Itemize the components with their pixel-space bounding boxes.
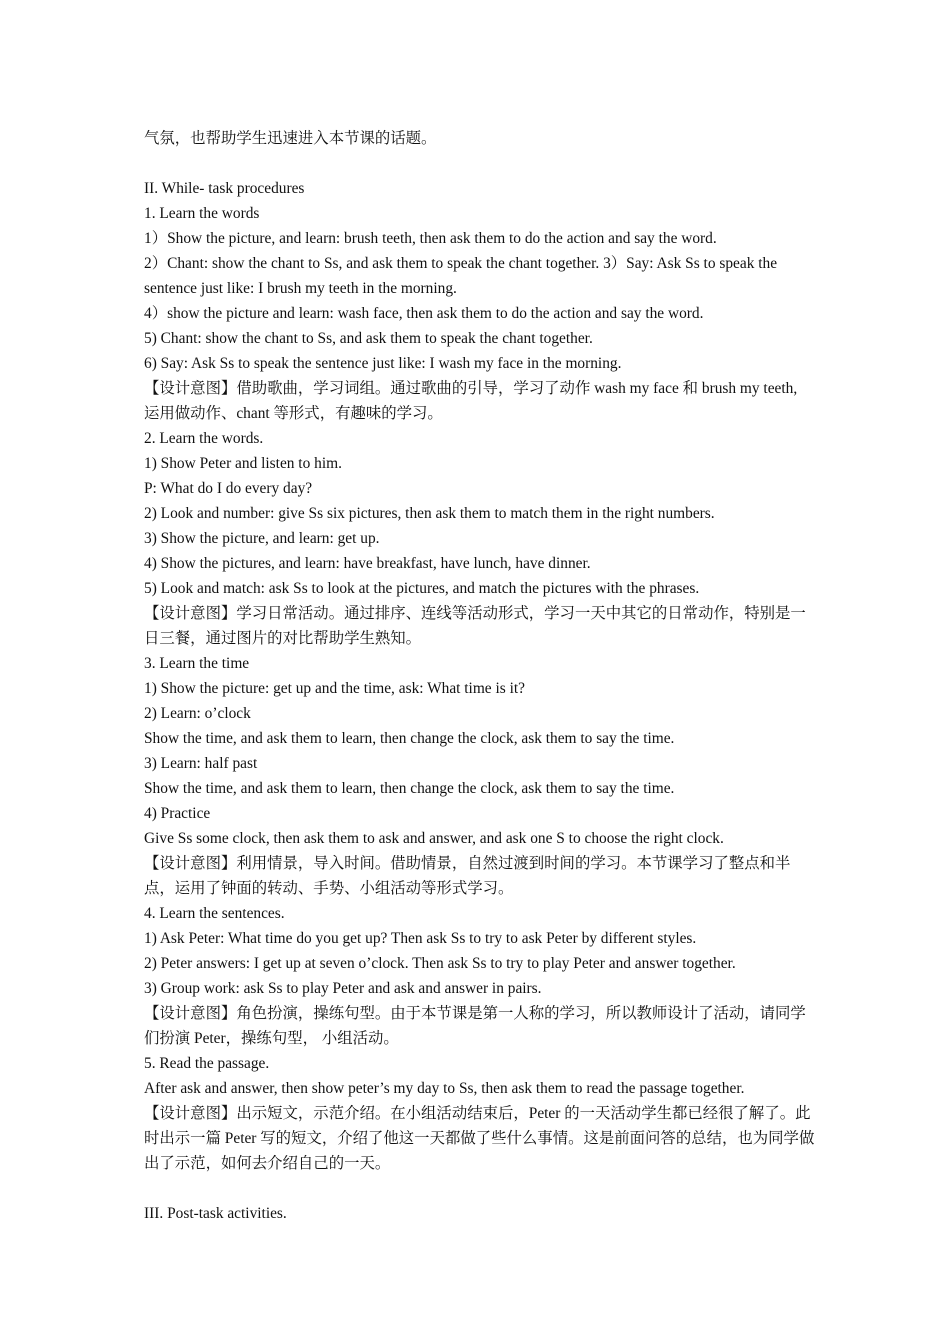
text-line: 2) Peter answers: I get up at seven o’clock. Then ask Ss to try to play Peter and answer together. xyxy=(144,955,736,972)
subsection-heading: 5. Read the passage. xyxy=(144,1055,270,1072)
text-line: Show the time, and ask them to learn, then change the clock, ask them to say the time. xyxy=(144,730,675,747)
text-line: 2) Look and number: give Ss six pictures, then ask them to match them in the right numbers. xyxy=(144,505,715,522)
text-line: 3) Group work: ask Ss to play Peter and ask and answer in pairs. xyxy=(144,980,542,997)
text-line: 4）show the picture and learn: wash face, then ask them to do the action and say the word. xyxy=(144,305,704,322)
text-line: Show the time, and ask them to learn, then change the clock, ask them to say the time. xyxy=(144,780,675,797)
text-line: After ask and answer, then show peter’s my day to Ss, then ask them to read the passage together. xyxy=(144,1080,745,1097)
text-line: 1) Ask Peter: What time do you get up? Then ask Ss to try to ask Peter by different styles. xyxy=(144,930,697,947)
text-line: 1) Show Peter and listen to him. xyxy=(144,455,342,472)
design-intent-note: 【设计意图】借助歌曲，学习词组。通过歌曲的引导，学习了动作 wash my face 和 brush my teeth, 运用做动作、chant 等形式，有趣味的学习。 xyxy=(144,380,798,422)
text-line: 2) Learn: o’clock xyxy=(144,705,251,722)
design-intent-note: 【设计意图】利用情景，导入时间。借助情景，自然过渡到时间的学习。本节课学习了整点和半点，运用了钟面的转动、手势、小组活动等形式学习。 xyxy=(144,855,791,897)
design-intent-note: 【设计意图】角色扮演，操练句型。由于本节课是第一人称的学习，所以教师设计了活动，请同学们扮演 Peter，操练句型， 小组活动。 xyxy=(144,1005,806,1047)
section-heading-post-task: III. Post-task activities. xyxy=(144,1205,287,1222)
subsection-heading: 4. Learn the sentences. xyxy=(144,905,285,922)
text-line: 4) Practice xyxy=(144,805,211,822)
text-line: Give Ss some clock, then ask them to ask and answer, and ask one S to choose the right clock. xyxy=(144,830,724,847)
text-line: 1) Show the picture: get up and the time, ask: What time is it? xyxy=(144,680,525,697)
text-line: 3) Learn: half past xyxy=(144,755,258,772)
subsection-heading: 3. Learn the time xyxy=(144,655,250,672)
design-intent-note: 【设计意图】出示短文，示范介绍。在小组活动结束后，Peter 的一天活动学生都已经很了解了。此时出示一篇 Peter 写的短文，介绍了他这一天都做了些什么事情。这是前面问答的总结，也为同学做出了示范，如何去介绍自己的一天。 xyxy=(144,1105,815,1172)
text-line-continuation: 气氛，也帮助学生迅速进入本节课的话题。 xyxy=(144,130,437,147)
document-body xyxy=(144,126,816,1226)
text-line: P: What do I do every day? xyxy=(144,480,313,497)
subsection-heading: 1. Learn the words xyxy=(144,205,260,222)
text-line: 2）Chant: show the chant to Ss, and ask them to speak the chant together. 3）Say: Ask Ss to speak the sentence just like: I brush my teeth in the morning. xyxy=(144,255,778,297)
blank-line xyxy=(144,151,816,176)
text-line: 1）Show the picture, and learn: brush teeth, then ask them to do the action and say the word. xyxy=(144,230,717,247)
section-heading-while-task: II. While- task procedures xyxy=(144,180,305,197)
design-intent-note: 【设计意图】学习日常活动。通过排序、连线等活动形式，学习一天中其它的日常动作，特别是一日三餐，通过图片的对比帮助学生熟知。 xyxy=(144,605,806,647)
subsection-heading: 2. Learn the words. xyxy=(144,430,264,447)
blank-line xyxy=(144,1176,816,1201)
text-line: 4) Show the pictures, and learn: have breakfast, have lunch, have dinner. xyxy=(144,555,591,572)
text-line: 6) Say: Ask Ss to speak the sentence just like: I wash my face in the morning. xyxy=(144,355,622,372)
text-line: 3) Show the picture, and learn: get up. xyxy=(144,530,380,547)
text-line: 5) Look and match: ask Ss to look at the pictures, and match the pictures with the phrases. xyxy=(144,580,700,597)
text-line: 5) Chant: show the chant to Ss, and ask them to speak the chant together. xyxy=(144,330,593,347)
